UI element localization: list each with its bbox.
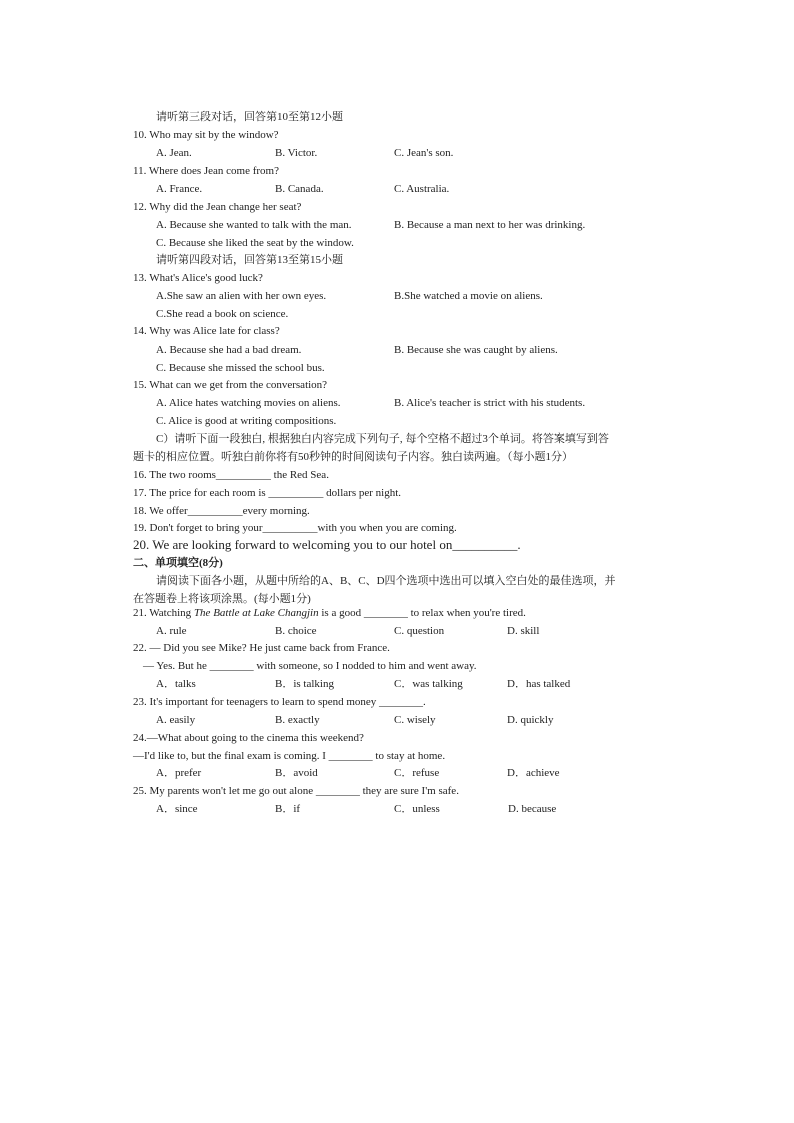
q24-line2: —I'd like to, but the final exam is coming. I ________ to stay at home. [133,750,446,762]
section-c-instruction-line1: C）请听下面一段独白, 根据独白内容完成下列句子, 每个空格不超过3个单词。将答案填写到答 [156,433,609,445]
q21-option-c: C. question [394,625,445,637]
q21-stem [133,606,526,620]
q12-option-a: A. Because she wanted to talk with the man. [156,219,352,231]
q11-option-b: B. Canada. [275,183,324,195]
q11-stem: 11. Where does Jean come from? [133,165,279,177]
q11-option-c: C. Australia. [394,183,450,195]
q24-line1: 24.—What about going to the cinema this weekend? [133,732,364,744]
q13-option-c: C.She read a book on science. [156,308,289,320]
q22-line2: — Yes. But he ________ with someone, so I nodded to him and went away. [143,660,477,672]
q21-film-title: The Battle at Lake Changjin [193,607,319,619]
q21-option-d: D. skill [507,625,540,637]
q12-option-b: B. Because a man next to her was drinking. [394,219,586,231]
q10-stem: 10. Who may sit by the window? [133,129,279,141]
q15-stem: 15. What can we get from the conversation? [133,379,328,391]
q15-option-b: B. Alice's teacher is strict with his students. [394,397,586,409]
q25-option-c: C．unless [394,803,440,815]
q20-sentence: 20. We are looking forward to welcoming you to our hotel on__________. [133,537,521,552]
q17-sentence: 17. The price for each room is __________ dollars per night. [133,487,402,499]
q21-stem-post: is a good ________ to relax when you're tired. [318,607,526,619]
q16-sentence: 16. The two rooms__________ the Red Sea. [133,469,329,481]
q23-option-a: A. easily [156,714,196,726]
q23-stem: 23. It's important for teenagers to learn to spend money ________. [133,696,426,708]
q21-stem-pre: 21. Watching [133,607,194,619]
q25-option-d: D. because [508,803,557,815]
section-b3-instruction: 请听第三段对话，回答第10至第12小题 [156,111,343,123]
q25-stem: 25. My parents won't let me go out alone ________ they are sure I'm safe. [133,785,459,797]
q24-option-d: D．achieve [507,767,560,779]
q22-line1: 22. — Did you see Mike? He just came back from France. [133,642,390,654]
q23-option-b: B. exactly [275,714,320,726]
q12-stem: 12. Why did the Jean change her seat? [133,201,302,213]
q14-option-a: A. Because she had a bad dream. [156,344,302,356]
q10-option-b: B. Victor. [275,147,318,159]
q13-option-b: B.She watched a movie on aliens. [394,290,543,302]
q25-option-b: B．if [275,803,301,815]
q13-option-a: A.She saw an alien with her own eyes. [156,290,327,302]
q22-option-d: D．has talked [507,678,571,690]
q22-option-b: B．is talking [275,678,334,690]
q14-option-c: C. Because she missed the school bus. [156,362,325,374]
part2-instruction-line2: 在答题卷上将该项涂黑。(每小题1分) [133,593,311,605]
section-b4-instruction: 请听第四段对话，回答第13至第15小题 [156,254,343,266]
section-c-instruction-line2: 题卡的相应位置。听独白前你将有50秒钟的时间阅读句子内容。独白读两遍。（每小题1分） [133,451,573,463]
q23-option-c: C. wisely [394,714,436,726]
q10-option-c: C. Jean's son. [394,147,454,159]
q18-sentence: 18. We offer__________every morning. [133,505,310,517]
q25-option-a: A．since [156,803,198,815]
part2-instruction-line1: 请阅读下面各小题，从题中所给的A、B、C、D四个选项中选出可以填入空白处的最佳选项，并 [156,575,616,587]
q22-option-c: C．was talking [394,678,463,690]
q21-option-a: A. rule [156,625,187,637]
q24-option-a: A．prefer [156,767,202,779]
q19-sentence: 19. Don't forget to bring your__________with you when you are coming. [133,522,457,534]
q15-option-a: A. Alice hates watching movies on aliens. [156,397,341,409]
q13-stem: 13. What's Alice's good luck? [133,272,263,284]
q23-option-d: D. quickly [507,714,554,726]
q15-option-c: C. Alice is good at writing compositions. [156,415,337,427]
q22-option-a: A．talks [156,678,196,690]
q10-option-a: A. Jean. [156,147,192,159]
q14-option-b: B. Because she was caught by aliens. [394,344,558,356]
q24-option-c: C．refuse [394,767,440,779]
q12-option-c: C. Because she liked the seat by the window. [156,237,354,249]
q24-option-b: B．avoid [275,767,318,779]
q11-option-a: A. France. [156,183,203,195]
q14-stem: 14. Why was Alice late for class? [133,325,280,337]
part2-title: 二、单项填空(8分) [133,557,223,569]
q21-option-b: B. choice [275,625,317,637]
